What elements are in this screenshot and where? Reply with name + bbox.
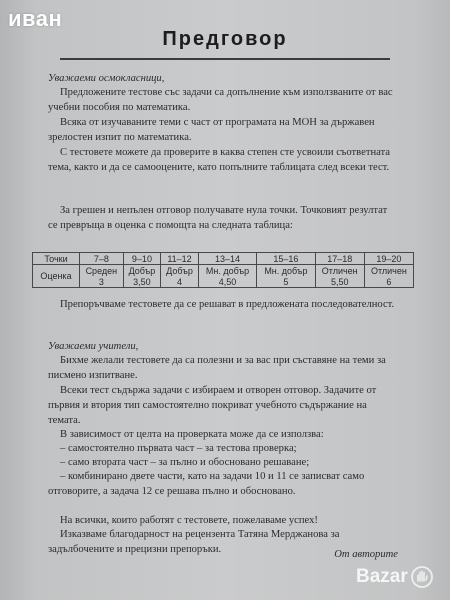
paragraph-7 [48,384,398,428]
bazar-watermark-text: Bazar [356,566,408,587]
table-cell: 19–20 [364,253,413,265]
table-cell: 4,50 [198,276,256,288]
paragraph-5 [48,298,398,313]
grades-table [32,252,414,288]
page-title: Предговор [162,28,288,50]
table-cell: 5,50 [315,276,364,288]
paragraph-4-text: За грешен и непълен отговор получавате нула точки. Точковият резултат се превръща в оценка с помощта на следната таблица: [48,205,388,231]
paragraph-9-text: На всички, които работят с тестовете, пожелаваме успех! [60,515,318,526]
table-cell: Мн. добър [198,265,256,277]
watermark-username: иван [8,6,63,31]
table-cell: 4 [161,276,199,288]
table-cell: Мн. добър [257,265,315,277]
table-row [33,265,414,277]
bullet-1 [48,442,398,457]
bullet-2-text: – само втората част – за пълно и обосновано решаване; [60,457,310,468]
table-cell: 7–8 [80,253,124,265]
paragraph-10-text: Изказваме благодарност на рецензента Татяна Мерджанова за задълбочените и прецизни препоръки. [48,529,340,555]
paragraph-3-text: С тестовете можете да проверите в каква степен сте усвоили съответната тема, както и да се самооцените, като попълните таблицата след всеки тест. [48,147,391,173]
paragraph-1-text: Предложените тестове със задачи са допълнение към използваните от вас учебни пособия по математика. [48,87,393,113]
table-header-points: Точки [33,253,80,265]
paragraph-2 [48,116,398,146]
table-cell: 13–14 [198,253,256,265]
paragraph-6 [48,354,398,384]
table-cell: Отличен [364,265,413,277]
table-cell: 11–12 [161,253,199,265]
paragraph-5-text: Препоръчваме тестовете да се решават в предложената последователност. [60,299,395,310]
table-cell: 5 [257,276,315,288]
bazar-watermark [356,566,433,588]
table-cell: Добър [161,265,199,277]
paragraph-8 [48,428,398,443]
hand-logo-icon [411,566,433,588]
bullet-1-text: – самостоятелно първата част – за тестова проверка; [60,443,297,454]
paragraph-6-text: Бихме желали тестовете да са полезни и за вас при съставяне на теми за писмено изпитване. [48,355,386,381]
table-row [33,253,414,265]
greeting-teachers: Уважаеми учители, [48,341,139,352]
paragraph-2-text: Всяка от изучаваните теми с част от програмата на МОН за държавен зрелостен изпит по математика. [48,117,375,143]
paragraph-1 [48,86,398,116]
bullet-3-text: – комбинирано двете части, като на задачи 10 и 11 се записват само отговорите, а задача 12 се решава пълно и обосновано. [48,471,365,497]
paragraph-9 [48,514,398,529]
table-row [33,276,414,288]
table-cell: 3,50 [123,276,161,288]
table-cell: 3 [80,276,124,288]
table-cell: Добър [123,265,161,277]
paragraph-7-text: Всеки тест съдържа задачи с избираем и отворен отговор. Задачите от първия и втория тип самостоятелно покриват учебното съдържание на темата. [48,385,377,426]
table-cell: Среден [80,265,124,277]
table-cell: 9–10 [123,253,161,265]
table-cell: 17–18 [315,253,364,265]
paragraph-4 [48,204,398,234]
title-rule [60,58,390,60]
bullet-2 [48,456,398,471]
table-header-grade: Оценка [33,265,80,288]
table-cell: 6 [364,276,413,288]
greeting-students: Уважаеми осмокласници, [48,73,165,84]
bullet-3 [48,470,398,500]
signature: От авторите [334,549,398,560]
paragraph-3 [48,146,398,176]
paragraph-8-text: В зависимост от целта на проверката може да се използва: [60,429,324,440]
table-cell: 15–16 [257,253,315,265]
table-cell: Отличен [315,265,364,277]
